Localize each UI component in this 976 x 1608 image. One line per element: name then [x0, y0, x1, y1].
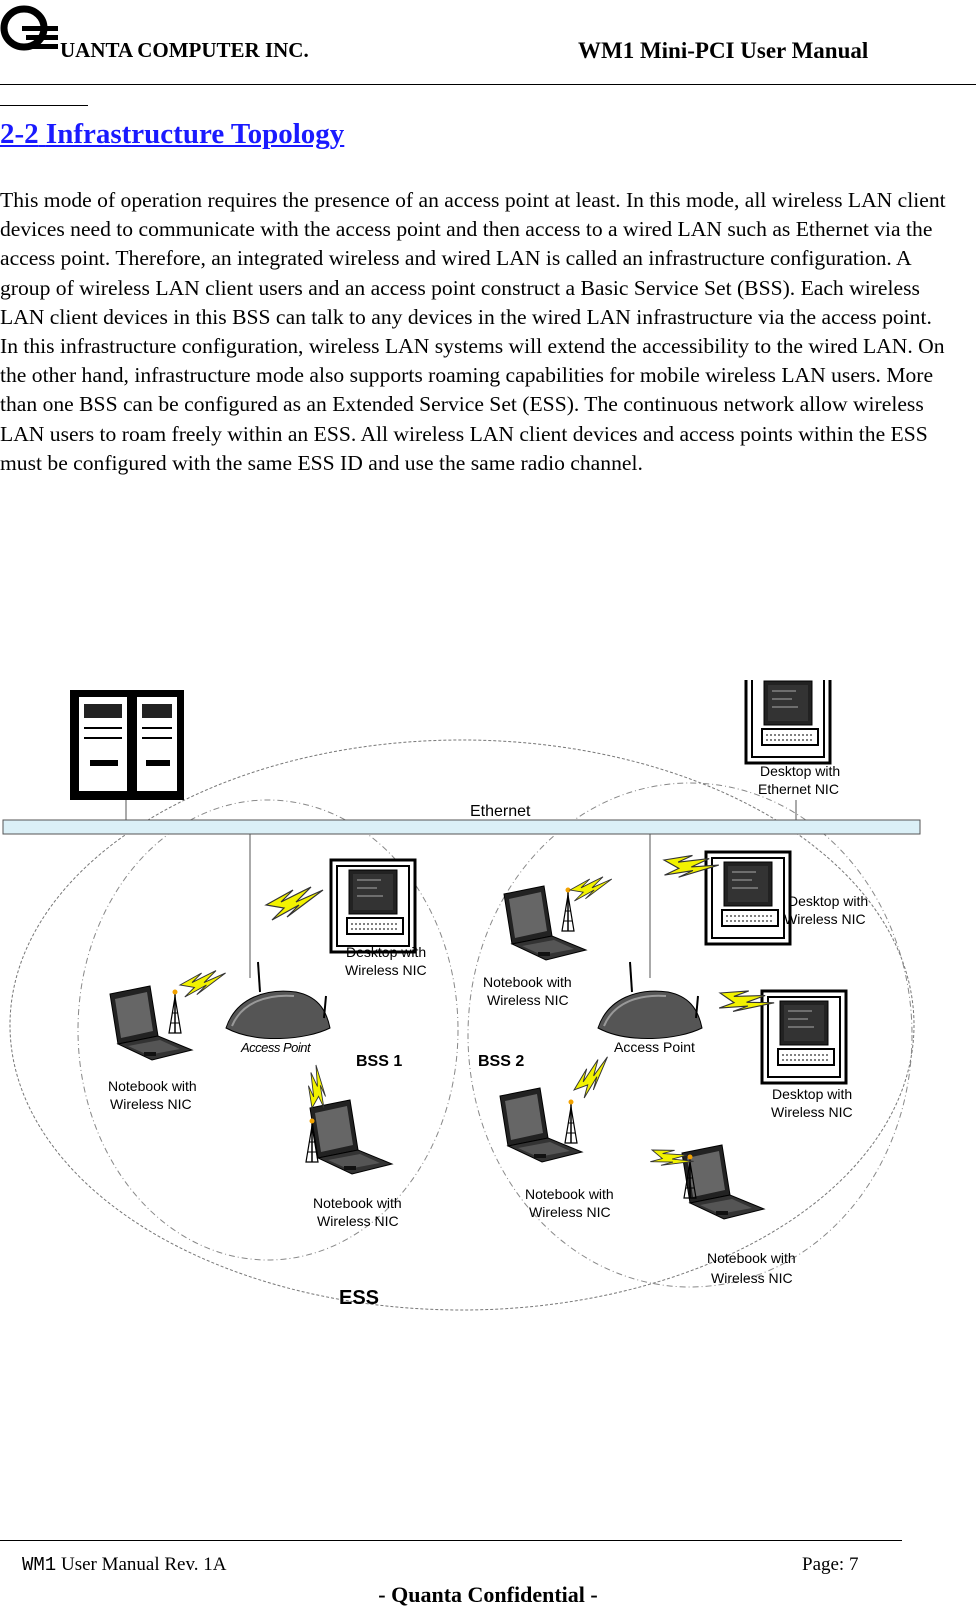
ethernet-bar [3, 820, 920, 834]
manual-title: WM1 Mini-PCI User Manual [578, 38, 869, 63]
section-number: 2-2 [0, 118, 39, 150]
notebook-label-line2: Wireless NIC [110, 1096, 192, 1112]
lightning-icon [570, 877, 612, 901]
desktop-wireless-icon [706, 852, 790, 944]
desktop-wireless-label-line1: Desktop with [346, 944, 427, 960]
notebook-label-line1: Notebook with [525, 1186, 614, 1202]
desktop-wireless-icon [762, 991, 846, 1083]
desktop-wireless-label-line1: Desktop with [772, 1086, 853, 1102]
lightning-icon [180, 971, 226, 997]
antenna-icon [565, 1100, 577, 1144]
notebook-label-line2: Wireless NIC [317, 1213, 399, 1229]
desktop-wireless-label-line2: Wireless NIC [345, 962, 427, 978]
lightning-icon [266, 887, 323, 920]
body-section [0, 186, 950, 478]
antenna-icon [169, 990, 181, 1034]
header-divider-short [0, 105, 88, 106]
notebook-label-line2: Wireless NIC [529, 1204, 611, 1220]
body-paragraph: This mode of operation requires the presence of an access point at least. In this mode, all wireless LAN client devices need to communicate with the access point and then access to a wired LAN such as Ethernet via the access point. Therefore, an integrated wireless and wired LAN is called an infrastructure configuration. A group of wireless LAN client users and an access point construct a Basic Service Set (BSS). Each wireless LAN client devices in this BSS can talk to any devices in the wired LAN infrastructure via the access point. In this infrastructure configuration, wireless LAN systems will extend the accessibility to the wired LAN. On the other hand, infrastructure mode also supports roaming capabilities for mobile wireless LAN users. More than one BSS can be configured as an Extended Service Set (ESS). The continuous network allow wireless LAN users to roam freely within an ESS. All wireless LAN client devices and access points within the ESS must be configured with the same ESS ID and use the same radio channel. [0, 188, 946, 475]
desktop-ethernet-label-line1: Desktop with [760, 763, 841, 779]
company-name: UANTA COMPUTER INC. [60, 38, 309, 62]
notebook-icon [500, 1088, 582, 1162]
access-point-label: Access Point [614, 1039, 695, 1055]
infrastructure-topology-diagram [0, 680, 976, 1340]
notebook-label-line1: Notebook with [707, 1250, 796, 1266]
desktop-ethernet-label-line2: Ethernet NIC [758, 781, 839, 797]
lightning-icon [567, 1055, 620, 1101]
footer-page-number: Page: 7 [802, 1554, 859, 1575]
desktop-wireless-label-line1: Desktop with [788, 893, 869, 909]
desktop-wireless-label-line2: Wireless NIC [784, 911, 866, 927]
notebook-icon [682, 1145, 764, 1219]
desktop-ethernet-icon [746, 680, 830, 763]
ethernet-label: Ethernet [470, 803, 531, 820]
ess-label: ESS [339, 1287, 380, 1309]
notebook-label-line2: Wireless NIC [711, 1270, 793, 1286]
confidential-notice: - Quanta Confidential - [378, 1582, 598, 1607]
footer-revision-text: User Manual Rev. 1A [60, 1554, 227, 1575]
notebook-icon [310, 1100, 392, 1174]
notebook-icon [504, 886, 586, 960]
section-title: Infrastructure Topology [45, 118, 345, 150]
access-point-icon [226, 962, 330, 1039]
notebook-label-line1: Notebook with [108, 1078, 197, 1094]
notebook-label-line2: Wireless NIC [487, 992, 569, 1008]
section-heading [0, 118, 344, 151]
bss1-label: BSS 1 [356, 1053, 403, 1070]
desktop-wireless-icon [331, 860, 415, 952]
notebook-label-line1: Notebook with [313, 1195, 402, 1211]
footer-revision [22, 1554, 226, 1576]
quanta-logo-icon [0, 4, 62, 56]
desktop-wireless-label-line2: Wireless NIC [771, 1104, 853, 1120]
access-point-label: Access Point [241, 1040, 311, 1055]
footer-product: WM1 [22, 1554, 57, 1576]
notebook-label-line1: Notebook with [483, 974, 572, 990]
footer-divider [0, 1540, 902, 1541]
bss2-label: BSS 2 [478, 1053, 525, 1070]
server-icon [70, 690, 184, 800]
header-divider [0, 84, 976, 85]
antenna-icon [562, 888, 574, 932]
